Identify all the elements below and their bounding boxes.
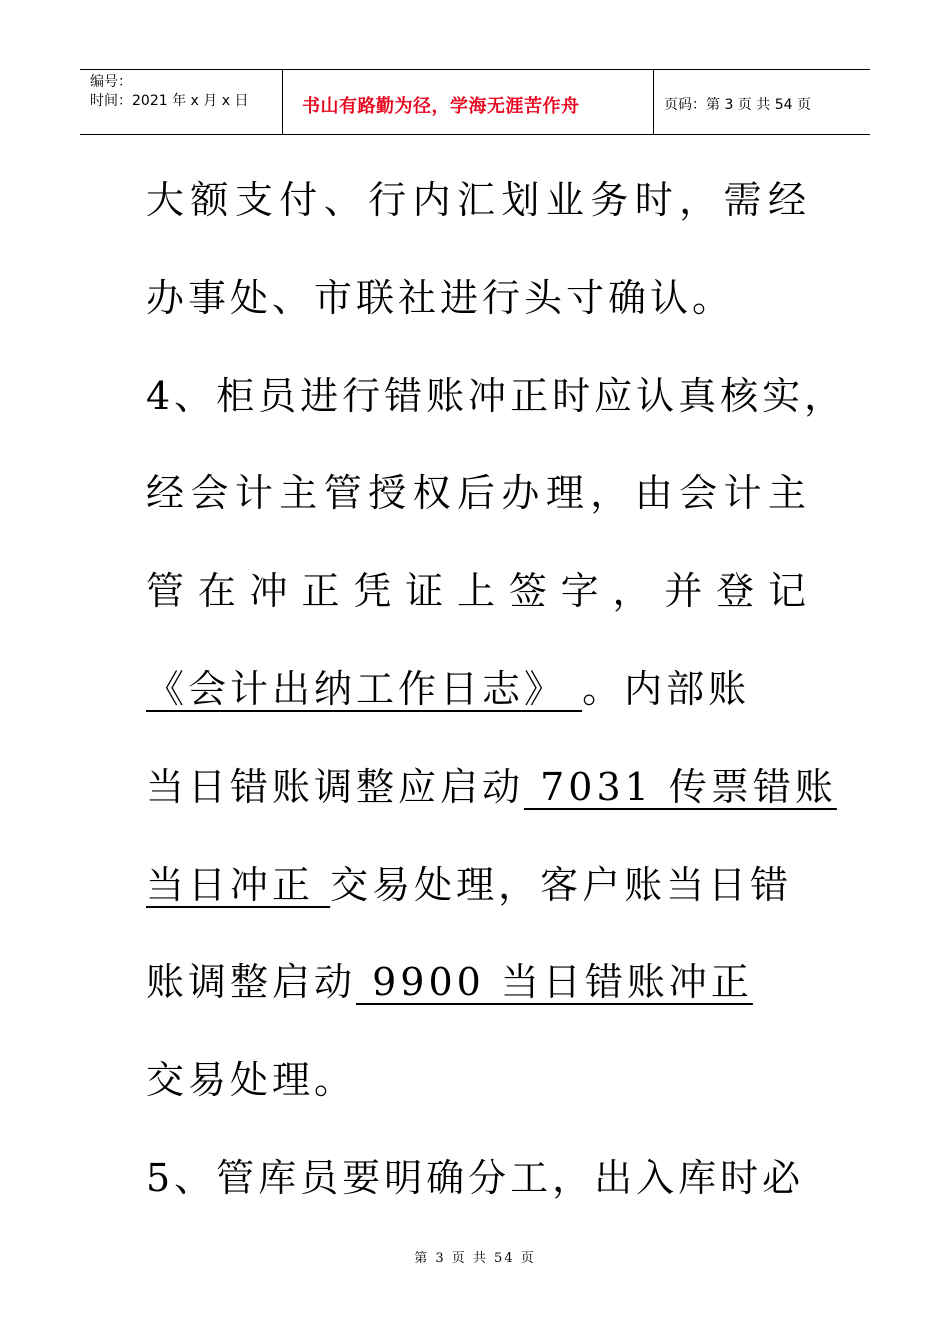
body-line [146,934,810,1032]
header-motto: 书山有路勤为径，学海无涯苦作舟 [282,70,654,134]
body-text-segment: 交易处理，客户账当日错 [330,862,793,907]
underlined-fill-in: 当日冲正 [146,862,331,907]
page-footer: 第 3 页 共 54 页 [414,1251,536,1266]
body-line: 经会计主管授权后办理，由会计主 [146,471,810,516]
underlined-fill-in: 9900 当日错账冲正 [356,960,753,1005]
body-line: 4、柜员进行错账冲正时应认真核实， [146,373,847,418]
document-header [80,69,870,135]
header-meta [80,70,282,134]
document-number-label: 编号： [90,74,132,90]
body-text-segment: 。内部账 [582,666,751,711]
body-line: 管在冲正凭证上签字，并登记 [146,569,810,614]
body-line: 交易处理。 [146,1058,357,1103]
body-line [146,739,837,837]
body-line: 大额支付、行内汇划业务时，需经 [146,178,810,222]
header-page-info: 页码：第 3 页 共 54 页 [664,97,811,113]
body-line: 5、管库员要明确分工，出入库时必 [146,1155,805,1200]
underlined-fill-in: 7031 传票错账 [524,764,837,809]
body-text-segment: 当日错账调整应启动 [146,764,525,809]
body-line: 办事处、市联社进行头寸确认。 [146,275,735,320]
document-date: 时间：2021 年 x 月 x 日 [90,93,249,109]
document-body [146,152,847,1228]
body-line [146,837,810,935]
body-text-segment: 账调整启动 [146,960,357,1005]
body-line [146,641,810,739]
underlined-fill-in: 《会计出纳工作日志》 [146,666,583,711]
